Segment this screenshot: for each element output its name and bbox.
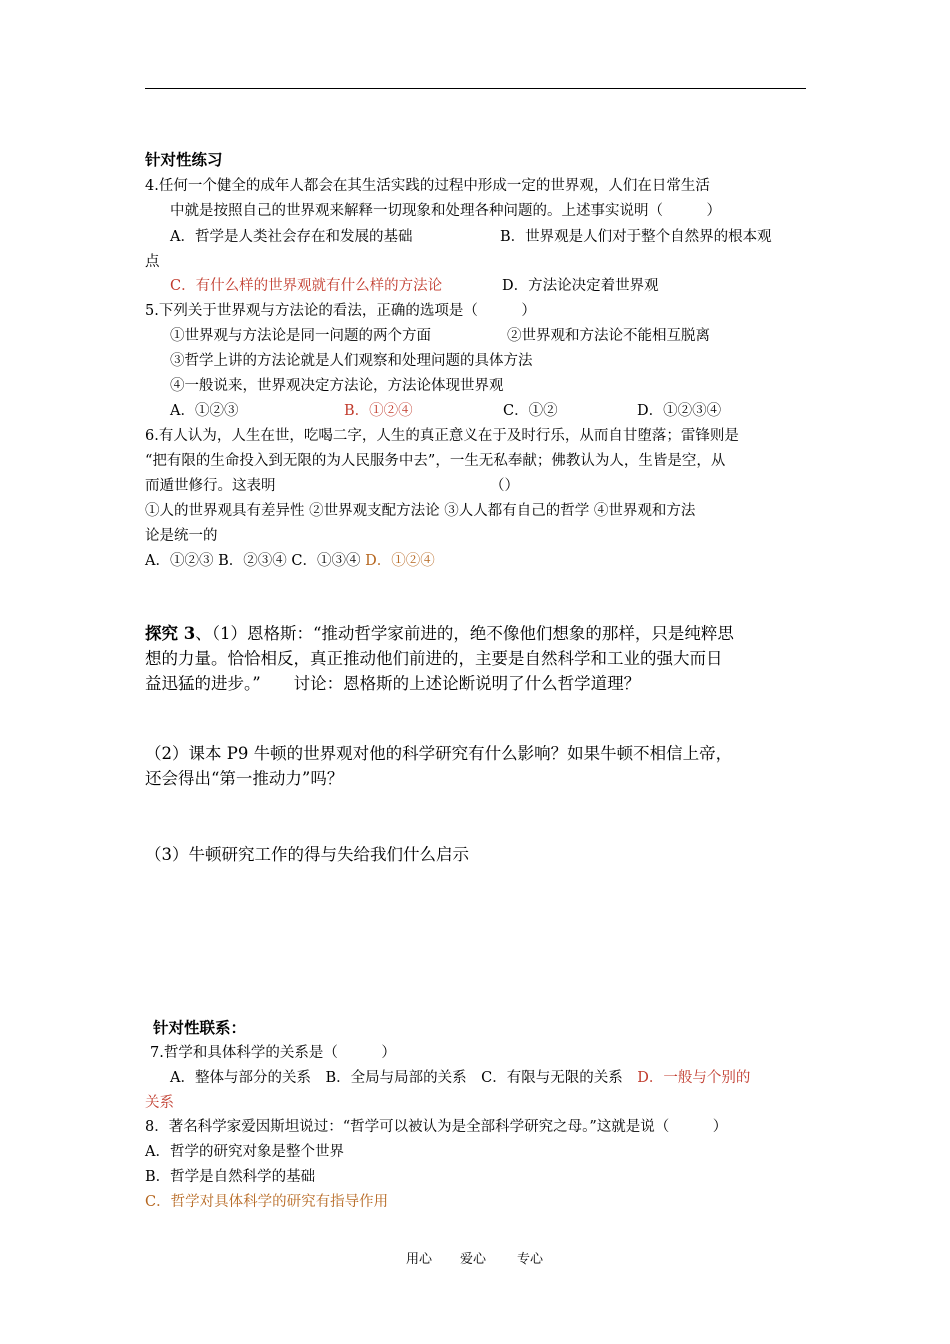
q6-options-abc: A．①②③ B．②③④ C．①③④ — [145, 553, 366, 569]
q7-option-d: D．一般与个别的 — [637, 1070, 751, 1086]
q6-line4: ①人的世界观具有差异性 ②世界观支配方法论 ③人人都有自己的哲学 ④世界观和方法 — [145, 503, 696, 519]
explore3-p1-line2: 想的力量。恰恰相反，真正推动他们前进的，主要是自然科学和工业的强大而日 — [145, 649, 723, 668]
q7-option-d-cont: 关系 — [145, 1095, 174, 1111]
q6-answer-paren: （） — [490, 478, 519, 494]
footer-word-3: 专心 — [517, 1252, 544, 1267]
q6-line1: 6.有人认为，人生在世，吃喝二字，人生的真正意义在于及时行乐，从而自甘堕落；雷锋则是 — [145, 428, 739, 444]
q5-statement-1: ①世界观与方法论是同一问题的两个方面 — [170, 328, 431, 344]
q4-option-b-cont: 点 — [145, 254, 160, 270]
q6-line2: “把有限的生命投入到无限的为人民服务中去”，一生无私奉献；佛教认为人，生皆是空，从 — [145, 453, 726, 469]
section-title-connection: 针对性联系： — [153, 1018, 247, 1037]
q5-statement-2: ②世界观和方法论不能相互脱离 — [507, 328, 710, 344]
q7-options — [170, 1068, 750, 1088]
q6-option-d: D．①②④ — [365, 553, 435, 569]
q7-stem: 7.哲学和具体科学的关系是（ ） — [150, 1045, 396, 1061]
q5-option-c: C．①② — [503, 403, 558, 419]
explore3-label: 探究 3 — [145, 624, 196, 643]
explore3-p1-line3: 益迅猛的进步。” 讨论：恩格斯的上述论断说明了什么哲学道理？ — [145, 674, 641, 693]
q5-statement-3: ③哲学上讲的方法论就是人们观察和处理问题的具体方法 — [170, 353, 533, 369]
q5-stem: 5.下列关于世界观与方法论的看法，正确的选项是（ ） — [145, 303, 536, 319]
q5-statement-4: ④一般说来，世界观决定方法论，方法论体现世界观 — [170, 378, 504, 394]
q8-option-c: C．哲学对具体科学的研究有指导作用 — [145, 1194, 389, 1210]
q8-option-b: B．哲学是自然科学的基础 — [145, 1169, 316, 1185]
q8-stem: 8．著名科学家爱因斯坦说过：“哲学可以被认为是全部科学研究之母。”这就是说（ ） — [145, 1119, 728, 1135]
q6-line3: 而遁世修行。这表明 — [145, 478, 276, 494]
q4-line2: 中就是按照自己的世界观来解释一切现象和处理各种问题的。上述事实说明（ ） — [170, 203, 721, 219]
explore3-line1 — [145, 622, 734, 646]
q5-option-d: D．①②③④ — [637, 403, 722, 419]
q4-line1: 4.任何一个健全的成年人都会在其生活实践的过程中形成一定的世界观，人们在日常生活 — [145, 178, 710, 194]
footer-word-1: 用心 — [406, 1252, 433, 1267]
q4-option-a: A．哲学是人类社会存在和发展的基础 — [170, 229, 413, 245]
q6-line5: 论是统一的 — [145, 528, 218, 544]
q4-option-c: C．有什么样的世界观就有什么样的方法论 — [170, 278, 443, 294]
explore3-p2-line1: （2）课本 P9 牛顿的世界观对他的科学研究有什么影响？如果牛顿不相信上帝， — [145, 744, 733, 763]
q4-option-d: D．方法论决定着世界观 — [502, 278, 659, 294]
q4-option-b: B．世界观是人们对于整个自然界的根本观 — [500, 229, 772, 245]
explore3-p3: （3）牛顿研究工作的得与失给我们什么启示 — [145, 845, 469, 864]
q6-options — [145, 551, 435, 571]
explore3-p2-line2: 还会得出“第一推动力”吗？ — [145, 769, 344, 788]
footer-word-2: 爱心 — [460, 1252, 487, 1267]
q5-option-a: A．①②③ — [170, 403, 239, 419]
header-rule — [145, 88, 806, 89]
q5-option-b: B．①②④ — [344, 403, 413, 419]
section-title-practice: 针对性练习 — [145, 150, 223, 169]
q7-options-abc: A．整体与部分的关系 B．全局与局部的关系 C．有限与无限的关系 — [170, 1070, 638, 1086]
q8-option-a: A．哲学的研究对象是整个世界 — [145, 1144, 344, 1160]
explore3-p1-line1: 、（1）恩格斯：“推动哲学家前进的，绝不像他们想象的那样，只是纯粹思 — [195, 624, 734, 643]
